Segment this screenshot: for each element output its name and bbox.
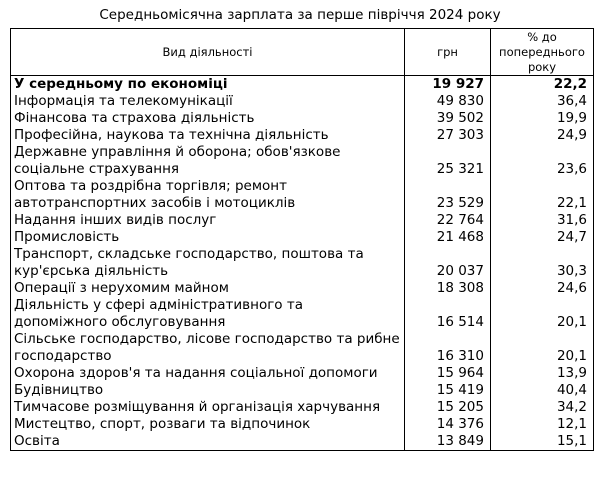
row-pct: 34,2	[491, 399, 594, 416]
row-pct: 20,1	[491, 297, 594, 331]
row-uah: 13 849	[405, 433, 491, 451]
table-row	[11, 229, 594, 246]
row-uah: 18 308	[405, 280, 491, 297]
row-uah: 14 376	[405, 416, 491, 433]
header-row	[11, 29, 594, 76]
table-row	[11, 280, 594, 297]
row-pct: 13,9	[491, 365, 594, 382]
salary-table	[10, 28, 594, 451]
row-uah: 49 830	[405, 93, 491, 110]
table-row	[11, 297, 594, 331]
row-name: Промисловість	[11, 229, 405, 246]
row-name: Фінансова та страхова діяльність	[11, 110, 405, 127]
table-row	[11, 127, 594, 144]
row-uah: 27 303	[405, 127, 491, 144]
row-name: Сільське господарство, лісове господарство та рибне господарство	[11, 331, 405, 365]
row-name: Операції з нерухомим майном	[11, 280, 405, 297]
table-row	[11, 178, 594, 212]
header-activity: Вид діяльності	[11, 29, 405, 76]
row-uah: 22 764	[405, 212, 491, 229]
row-name: Освіта	[11, 433, 405, 451]
row-pct: 24,6	[491, 280, 594, 297]
row-pct: 23,6	[491, 144, 594, 178]
row-pct: 36,4	[491, 93, 594, 110]
row-uah: 16 514	[405, 297, 491, 331]
row-name: Державне управління й оборона; обов'язкове соціальне страхування	[11, 144, 405, 178]
row-name: Мистецтво, спорт, розваги та відпочинок	[11, 416, 405, 433]
row-uah: 20 037	[405, 246, 491, 280]
row-name: Надання інших видів послуг	[11, 212, 405, 229]
row-name: Професійна, наукова та технічна діяльність	[11, 127, 405, 144]
row-pct: 20,1	[491, 331, 594, 365]
row-pct: 40,4	[491, 382, 594, 399]
row-name: Будівництво	[11, 382, 405, 399]
table-row-average	[11, 76, 594, 94]
row-uah: 19 927	[405, 76, 491, 94]
row-uah: 25 321	[405, 144, 491, 178]
row-name: Тимчасове розміщування й організація харчування	[11, 399, 405, 416]
row-pct: 22,2	[491, 76, 594, 94]
row-uah: 21 468	[405, 229, 491, 246]
row-uah: 15 964	[405, 365, 491, 382]
table-row	[11, 433, 594, 451]
header-pct: % до попереднього року	[491, 29, 594, 76]
row-name: Діяльність у сфері адміністративного та допоміжного обслуговування	[11, 297, 405, 331]
row-pct: 30,3	[491, 246, 594, 280]
table-row	[11, 331, 594, 365]
row-uah: 15 205	[405, 399, 491, 416]
table-row	[11, 144, 594, 178]
table-title: Середньомісячна зарплата за перше півріччя 2024 року	[99, 7, 501, 23]
row-uah: 15 419	[405, 382, 491, 399]
header-uah: грн	[405, 29, 491, 76]
row-name: У середньому по економіці	[11, 76, 405, 94]
row-uah: 16 310	[405, 331, 491, 365]
row-name: Охорона здоров'я та надання соціальної допомоги	[11, 365, 405, 382]
row-name: Інформація та телекомунікації	[11, 93, 405, 110]
row-pct: 19,9	[491, 110, 594, 127]
row-pct: 24,9	[491, 127, 594, 144]
table-row	[11, 365, 594, 382]
row-pct: 24,7	[491, 229, 594, 246]
row-pct: 12,1	[491, 416, 594, 433]
row-uah: 39 502	[405, 110, 491, 127]
table-row	[11, 382, 594, 399]
row-name: Оптова та роздрібна торгівля; ремонт автотранспортних засобів і мотоциклів	[11, 178, 405, 212]
table-row	[11, 246, 594, 280]
table-row	[11, 399, 594, 416]
row-uah: 23 529	[405, 178, 491, 212]
table-row	[11, 212, 594, 229]
table-row	[11, 110, 594, 127]
table-row	[11, 93, 594, 110]
row-pct: 31,6	[491, 212, 594, 229]
row-pct: 22,1	[491, 178, 594, 212]
row-name: Транспорт, складське господарство, поштова та кур'єрська діяльність	[11, 246, 405, 280]
row-pct: 15,1	[491, 433, 594, 451]
table-row	[11, 416, 594, 433]
